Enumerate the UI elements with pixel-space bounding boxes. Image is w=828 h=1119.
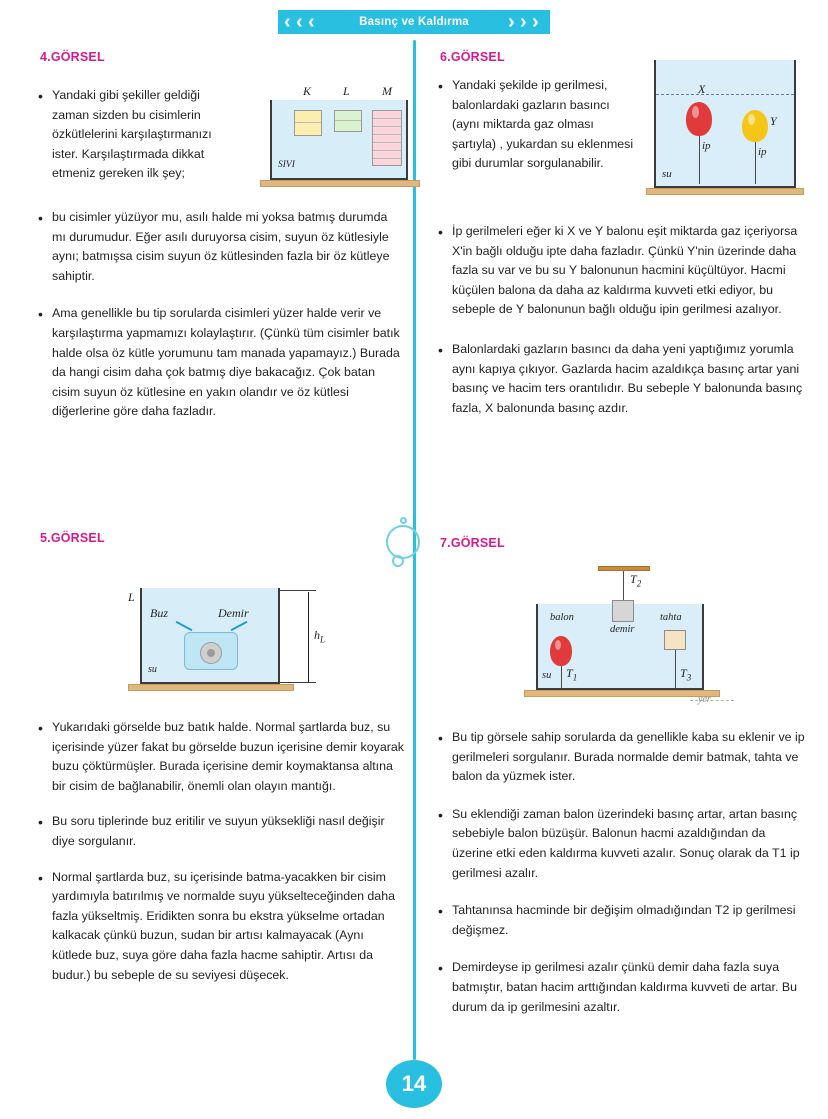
figure7-label-su: su [542,670,552,681]
figure5-label-height: $h_L$ [314,628,326,645]
figure-gorsel6 [644,56,808,204]
gorsel7-bullets [436,728,808,1030]
chevron-right-icon: › [520,11,527,33]
section-title-gorsel5: 5.GÖRSEL [40,531,105,545]
figure4-label-k: K [303,84,312,98]
gorsel4-bullets-top [36,86,236,197]
figure4-label-liquid: SIVI [278,160,295,170]
chevron-left-icon: ‹ [284,11,291,33]
figure6-water-surface [656,94,794,95]
figure5-height-arrow [308,592,309,682]
figure5-label-iron: Demir [218,606,249,620]
list-item: • bu cisimler yüzüyor mu, asılı halde mi yoksa batmış durumda mı durumudur. Eğer asılı duruyorsa cisim, suyun öz kütlesiyle aynı; batmışsa cisim suyun öz kütlesinden fazla bir öz kütleye sahiptir. [36,208,404,286]
chevron-left-icon: ‹ [308,11,315,33]
figure6-label-ip-right: ip [758,146,767,158]
figure7-label-balon: balon [550,612,574,623]
figure5-label-water: su [148,664,157,675]
page-number [380,1060,448,1108]
list-item: • Yandaki gibi şekiller geldiği zaman sizden bu cisimlerin özkütlelerini karşılaştırmanızı ister. Karşılaştırmada dikkat etmeniz gereken ilk şey; [36,86,236,184]
list-item: • İp gerilmeleri eğer ki X ve Y balonu eşit miktarda gaz içeriyorsa X'in bağlı olduğu ipte daha fazladır. Çünkü Y'nin üzerinde daha fazla su var ve bu su Y balonunun hacmini küçültüyor. Hacmi küçülen balona da daha az kaldırma kuvveti etki ediyor, bu sebeple de Y balonunun bağlı olduğu ipin gerilmesi azalıyor. [436,222,808,320]
figure7-ceiling-bar [598,566,650,571]
figure7-label-t3: $T_3$ [680,666,692,683]
figure4-label-m: M [382,84,392,98]
figure5-label-l: L [128,590,135,604]
chevron-right-icon: › [532,11,539,33]
figure7-label-demir: demir [610,624,635,635]
figure5-ground [128,684,294,691]
page-header [0,10,828,34]
figure5-iron-core [207,649,215,657]
list-item: • Normal şartlarda buz, su içerisinde batma-yacakken bir cisim yardımıyla batırılmış ve normalde suyu yükselteceğinden daha fazla yükseltmiş. Eridikten sonra bu ekstra yükselme ortadan kalkacak çünkü buzun, sudan bir artısı kalmayacak (Aynı kütlede buz, suya göre daha fazla hacme sahiptir. Artısı da budur.) bu sebeple de su seviyesi düşecek. [36,868,404,986]
figure7-label-tahta: tahta [660,612,682,623]
figure6-balloon-y-highlight [748,114,755,125]
gorsel6-bullets-rest [436,222,808,431]
figure-gorsel5 [102,580,352,700]
figure7-string-t1 [561,666,562,688]
figure6-label-x: X [698,82,706,96]
chevron-right-icon: › [508,11,515,33]
figure7-demir-block [612,600,634,622]
figure6-string-x [699,136,700,184]
page-number-badge [386,1060,442,1108]
figure7-balloon-highlight [555,640,561,650]
figure7-string-t2 [623,571,624,601]
list-item: • Bu soru tiplerinde buz eritilir ve suyun yüksekliği nasıl değişir diye sorgulanır. [36,812,404,851]
figure4-block-l [334,110,362,132]
figure-gorsel7 [494,558,764,718]
figure-gorsel4 [252,76,420,206]
header-title: Basınç ve Kaldırma [359,16,469,28]
figure6-label-su: su [662,168,672,180]
section-title-gorsel7: 7.GÖRSEL [440,536,505,550]
figure4-block-k [294,110,322,136]
list-item: • Demirdeyse ip gerilmesi azalır çünkü demir daha fazla suya batmıştır, batan hacim arttığından kaldırma kuvveti de artar. Bu durum da ip gerilmesini azaltır. [436,958,808,1017]
figure7-ground [524,690,720,697]
figure6-balloon-x [686,102,712,136]
gorsel5-bullets [36,718,404,998]
gorsel6-bullets-top [436,76,636,187]
figure6-balloon-y [742,110,768,142]
list-item: • Balonlardaki gazların basıncı da daha yeni yaptığımız yorumla aynı kapıya çıkıyor. Gazlarda hacim azaldıkça basınç artar yani basınç ve hacim ters orantılıdır. Bu sebeple Y balonunda basınç fazla, X balonunda basınç azdır. [436,340,808,418]
thought-bubble-icon [386,525,420,559]
figure7-label-t1: $T_1$ [566,666,578,683]
figure7-string-t3 [675,650,676,688]
figure6-label-y: Y [770,114,777,128]
list-item: • Yandaki şekilde ip gerilmesi, balonlardaki gazların basıncı (aynı miktarda gaz olması şartıyla) , yukardan su eklenmesi gibi durumlar sorgulanabilir. [436,76,636,174]
figure5-label-ice: Buz [150,606,168,620]
figure7-tahta-block [664,630,686,650]
gorsel4-bullets-rest [36,208,404,435]
figure7-ground-line [690,700,734,701]
figure6-ground [646,188,804,195]
list-item: • Su eklendiği zaman balon üzerindeki basınç artar, artan basınç sebebiyle balon büzüşür. Balonun hacmi azaldığından da üzerine etki eden kaldırma kuvveti azalır. Sonuç olarak da T1 ip gerilmesi azalır. [436,805,808,883]
figure5-top-level-line [280,590,316,591]
figure4-block-m [372,110,402,166]
figure6-string-y [755,142,756,184]
thought-bubble-dot-icon [400,517,407,524]
list-item: • Bu tip görsele sahip sorularda da genellikle kaba su eklenir ve ip gerilmeleri sorgulanır. Burada normalde demir batmak, tahta ve balon da yüzmek ister. [436,728,808,787]
section-title-gorsel4: 4.GÖRSEL [40,50,105,64]
figure7-label-yer: yer [698,694,711,705]
figure7-balloon [550,636,572,666]
thought-bubble-small-icon [392,555,404,567]
figure6-label-ip-left: ip [702,140,711,152]
page-number-text: 14 [401,1071,427,1096]
figure6-balloon-x-highlight [692,106,699,118]
section-title-gorsel6: 6.GÖRSEL [440,50,505,64]
list-item: • Ama genellikle bu tip sorularda cisimleri yüzer halde verir ve karşılaştırma yapmamızı kolaylaştırır. (Çünkü tüm cisimler batık halde olsa öz kütle yorumunu tam manada yapamayız.) Burada da hangi cisim daha çok batmış diye bakacağız. Çok batan cisim suyun öz kütlesine en yakın olandır ve öz kütlesi diğerlerine göre daha fazladır. [36,304,404,422]
list-item: • Yukarıdaki görselde buz batık halde. Normal şartlarda buz, su içerisinde yüzer fakat bu görselde buzun içerisine demir koyarak buzu çöktürmüşler. Burada içerisine demir koymaktansa altına bir cisim de bağlanabilir, önemli olan olayın mantığı. [36,718,404,796]
figure4-ground [260,180,420,187]
chevron-left-icon: ‹ [296,11,303,33]
list-item: • Tahtanınsa hacminde bir değişim olmadığından T2 ip gerilmesi değişmez. [436,901,808,940]
figure5-bottom-level-line [280,682,316,683]
figure7-label-t2: $T_2$ [630,572,642,589]
figure4-label-l: L [343,84,350,98]
